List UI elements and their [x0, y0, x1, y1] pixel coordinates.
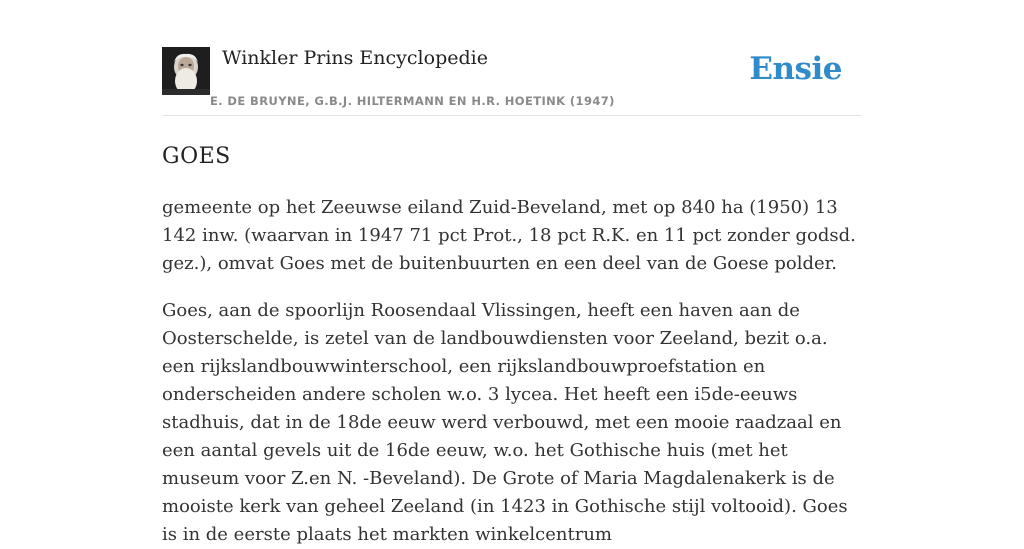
- site-title[interactable]: Winkler Prins Encyclopedie: [222, 47, 488, 69]
- page-container: [162, 0, 862, 549]
- author-avatar: [162, 47, 210, 95]
- entry-paragraph: Goes, aan de spoorlijn Roosendaal Vlissingen, heeft een haven aan de Oosterschelde, is zetel van de landbouwdiensten voor Zeeland, bezit o.a. een rijkslandbouwwinterschool, een rijkslandbouwproefstation en onderscheiden andere scholen w.o. 3 lycea. Het heeft een i5de-eeuws stadhuis, dat in de 18de eeuw werd verbouwd, met een mooie raadzaal en een aantal gevels uit de 16de eeuw, w.o. het Gothische huis (met het museum voor Z.en N. -Beveland). De Grote of Maria Magdalenakerk is de mooiste kerk van geheel Zeeland (in 1423 in Gothische stijl voltooid). Goes is in de eerste plaats het markten winkelcentrum: [162, 300, 848, 545]
- entry-paragraph: gemeente op het Zeeuwse eiland Zuid-Beveland, met op 840 ha (1950) 13 142 inw. (waarvan in 1947 71 pct Prot., 18 pct R.K. en 11 pct zonder godsd. gez.), omvat Goes met de buitenbuurten en een deel van de Goese polder.: [162, 197, 856, 274]
- brand-logo[interactable]: Ensie: [749, 51, 842, 87]
- authors-line: E. DE BRUYNE, G.B.J. HILTERMANN EN H.R. HOETINK (1947): [210, 94, 615, 108]
- header: [162, 0, 862, 116]
- portrait-image: [162, 47, 210, 95]
- entry-title: GOES: [162, 144, 231, 169]
